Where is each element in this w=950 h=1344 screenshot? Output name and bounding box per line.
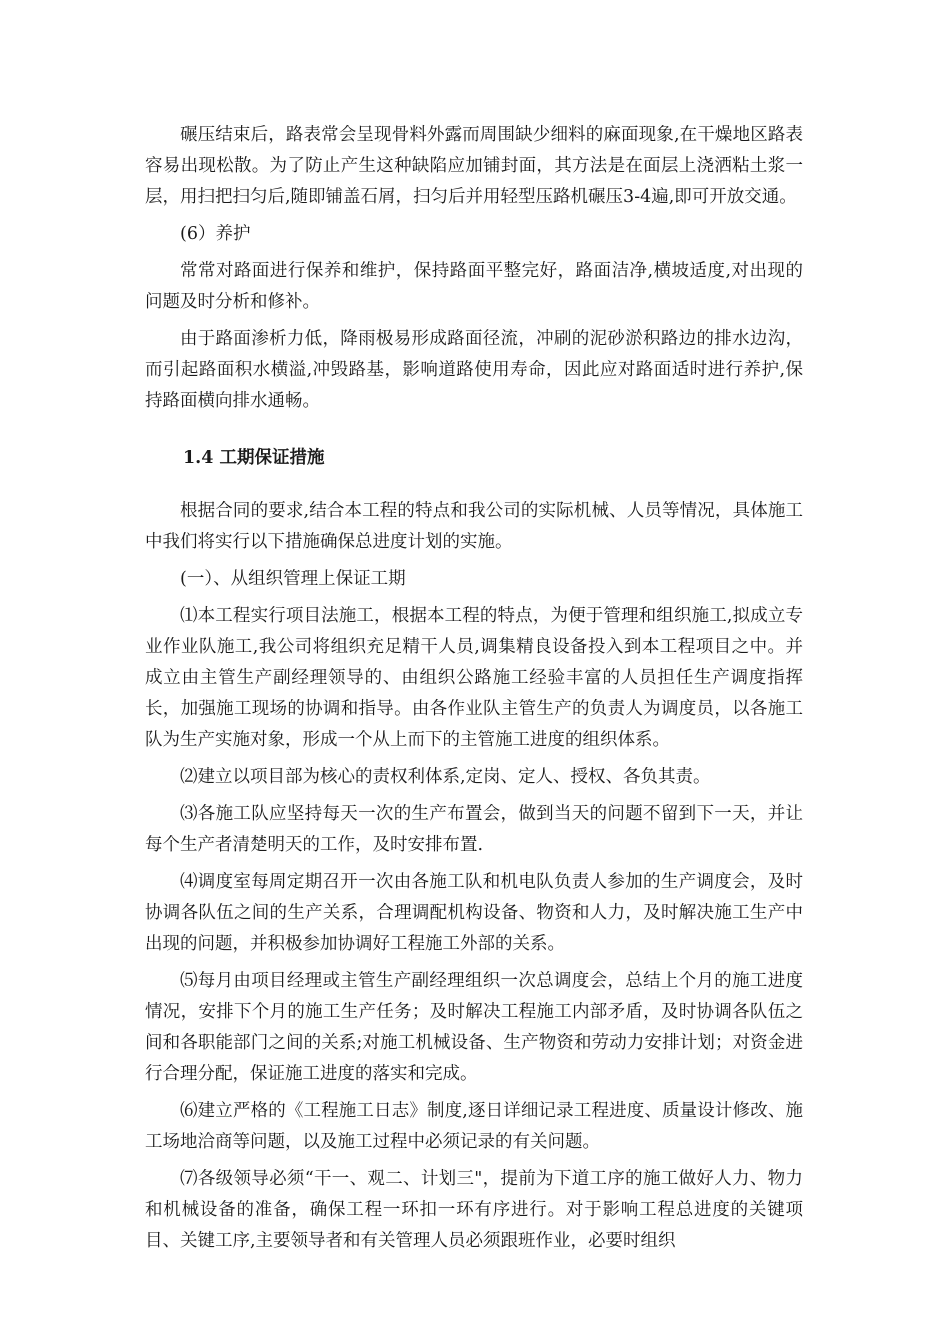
section-heading: 1.4 工期保证措施 (183, 448, 325, 468)
document-page (145, 120, 803, 1263)
paragraph-item-3: ⑶各施工队应坚持每天一次的生产布置会，做到当天的问题不留到下一天，并让每个生产者清楚明天的工作，及时安排布置. (145, 804, 803, 855)
paragraph-item-1: ⑴本工程实行项目法施工，根据本工程的特点，为便于管理和组织施工,拟成立专业作业队施工,我公司将组织充足精干人员,调集精良设备投入到本工程项目之中。并成立由主管生产副经理领导的、由组织公路施工经验丰富的人员担任生产调度指挥长，加强施工现场的协调和指导。由各作业队主管生产的负责人为调度员，以各施工队为生产实施对象，形成一个从上而下的主管施工进度的组织体系。 (145, 606, 803, 750)
paragraph-item-5: ⑸每月由项目经理或主管生产副经理组织一次总调度会，总结上个月的施工进度情况，安排下个月的施工生产任务；及时解决工程施工内部矛盾，及时协调各队伍之间和各职能部门之间的关系;对施工机械设备、生产物资和劳动力安排计划；对资金进行合理分配，保证施工进度的落实和完成。 (145, 971, 803, 1084)
paragraph-rolling-surface: 碾压结束后，路表常会呈现骨料外露而周围缺少细料的麻面现象,在干燥地区路表容易出现松散。为了防止产生这种缺陷应加铺封面，其方法是在面层上浇洒粘土浆一层，用扫把扫匀后,随即铺盖石屑，扫匀后并用轻型压路机碾压3-4遍,即可开放交通。 (145, 125, 803, 207)
paragraph-intro: 根据合同的要求,结合本工程的特点和我公司的实际机械、人员等情况，具体施工中我们将实行以下措施确保总进度计划的实施。 (145, 501, 803, 552)
paragraph-subheading-organization: (一）、从组织管理上保证工期 (180, 569, 406, 589)
paragraph-item-4: ⑷调度室每周定期召开一次由各施工队和机电队负责人参加的生产调度会，及时协调各队伍之间的生产关系，合理调配机构设备、物资和人力，及时解决施工生产中出现的问题，并积极参加协调好工程施工外部的关系。 (145, 872, 803, 954)
paragraph-maintenance-routine: 常常对路面进行保养和维护，保持路面平整完好，路面洁净,横坡适度,对出现的问题及时分析和修补。 (145, 261, 803, 312)
paragraph-item-7: ⑺各级领导必须“干一、观二、计划三"，提前为下道工序的施工做好人力、物力和机械设备的准备，确保工程一环扣一环有序进行。对于影响工程总进度的关键项目、关键工序,主要领导者和有关管理人员必须跟班作业，必要时组织 (145, 1169, 803, 1251)
paragraph-maintenance-heading: (6）养护 (180, 224, 251, 244)
paragraph-drainage: 由于路面渗析力低，降雨极易形成路面径流，冲刷的泥砂淤积路边的排水边沟，而引起路面积水横溢,冲毁路基，影响道路使用寿命，因此应对路面适时进行养护,保持路面横向排水通畅。 (145, 329, 803, 411)
paragraph-item-6: ⑹建立严格的《工程施工日志》制度,逐日详细记录工程进度、质量设计修改、施工场地洽商等问题，以及施工过程中必须记录的有关问题。 (145, 1101, 803, 1152)
paragraph-item-2: ⑵建立以项目部为核心的责权利体系,定岗、定人、授权、各负其责。 (180, 767, 711, 787)
